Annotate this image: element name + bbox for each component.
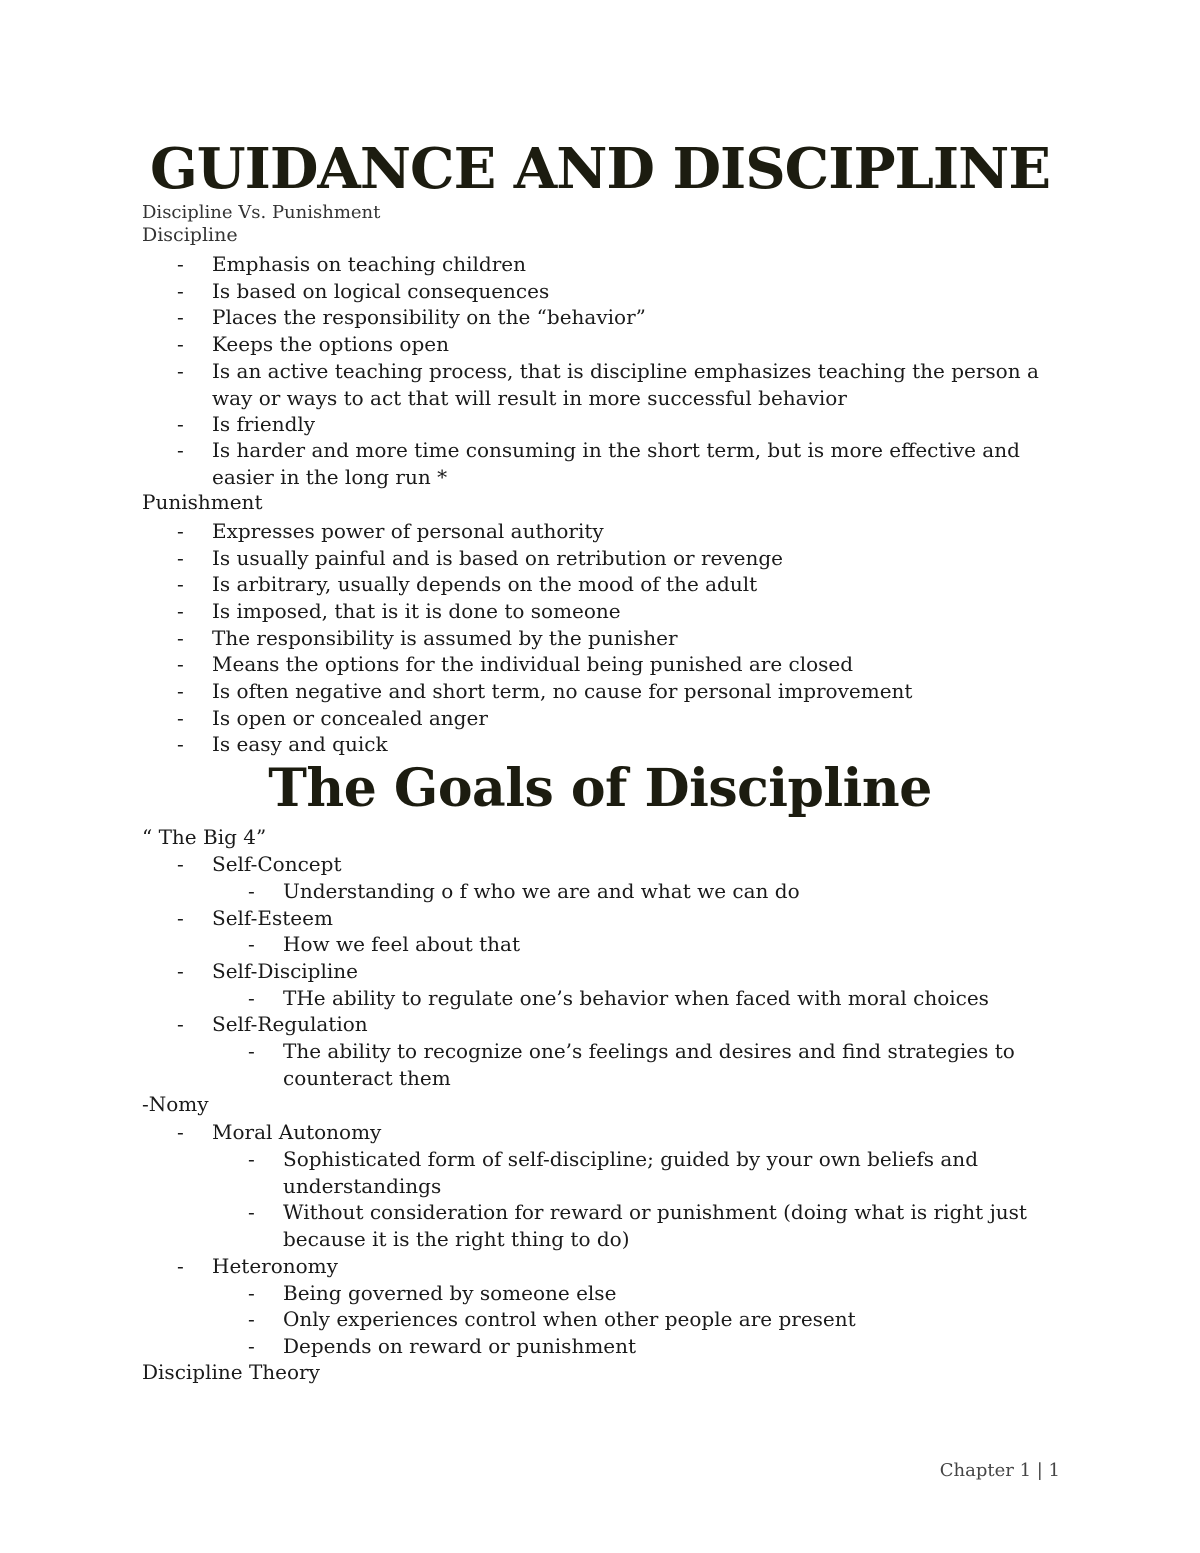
discipline-item: - Is an active teaching process, that is discipline emphasizes teaching the person a way or ways to act that will result in more successful behavior [177, 359, 1039, 410]
page-footer: Chapter 1 | 1 [939, 1460, 1060, 1481]
bullet-dash: - [177, 852, 184, 876]
subheading: Discipline Vs. Punishment [142, 202, 381, 223]
nomy-heading: -Nomy [142, 1092, 209, 1116]
bullet-dash: - [177, 1012, 184, 1036]
punishment-item: - Is often negative and short term, no cause for personal improvement [177, 679, 913, 703]
nomy-subitem: - Depends on reward or punishment [248, 1334, 637, 1358]
punishment-item: - Expresses power of personal authority [177, 519, 604, 543]
bullet-dash: - [177, 438, 184, 462]
bullet-dash: - [177, 305, 184, 329]
nomy-subitem: - Only experiences control when other people are present [248, 1307, 856, 1331]
punishment-item: - Is arbitrary, usually depends on the mood of the adult [177, 572, 758, 596]
punishment-item: - The responsibility is assumed by the punisher [177, 626, 678, 650]
goals-title: The Goals of Discipline [268, 758, 932, 819]
bullet-dash: - [177, 279, 184, 303]
big4-item: - Self-Esteem [177, 906, 333, 930]
bullet-dash: - [177, 519, 184, 543]
nomy-subitem: - Without consideration for reward or punishment (doing what is right just because it is the right thing to do) [248, 1200, 1027, 1251]
big4-item: - Self-Regulation [177, 1012, 368, 1036]
punishment-heading: Punishment [142, 490, 263, 514]
bullet-dash: - [177, 252, 184, 276]
punishment-item: - Is usually painful and is based on retribution or revenge [177, 546, 784, 570]
bullet-dash: - [248, 1334, 255, 1358]
discipline-theory-heading: Discipline Theory [142, 1360, 320, 1384]
bullet-dash: - [248, 1281, 255, 1305]
bullet-dash: - [248, 986, 255, 1010]
big4-heading: “ The Big 4” [142, 825, 267, 849]
bullet-dash: - [177, 412, 184, 436]
discipline-item: - Places the responsibility on the “behavior” [177, 305, 646, 329]
bullet-dash: - [248, 1307, 255, 1331]
nomy-subitem: - Being governed by someone else [248, 1281, 617, 1305]
bullet-dash: - [248, 1039, 255, 1063]
big4-item: - Self-Discipline [177, 959, 358, 983]
bullet-dash: - [248, 932, 255, 956]
bullet-dash: - [177, 652, 184, 676]
discipline-item: - Is harder and more time consuming in the short term, but is more effective and easier in the long run * [177, 438, 1020, 489]
bullet-dash: - [177, 706, 184, 730]
bullet-dash: - [177, 732, 184, 756]
nomy-item: - Moral Autonomy [177, 1120, 382, 1144]
discipline-heading: Discipline [142, 224, 238, 246]
bullet-dash: - [177, 599, 184, 623]
bullet-dash: - [177, 359, 184, 383]
discipline-item: - Emphasis on teaching children [177, 252, 527, 276]
bullet-dash: - [177, 572, 184, 596]
bullet-dash: - [248, 879, 255, 903]
big4-subitem: - THe ability to regulate one’s behavior when faced with moral choices [248, 986, 989, 1010]
bullet-dash: - [177, 1120, 184, 1144]
punishment-item: - Is easy and quick [177, 732, 388, 756]
punishment-item: - Means the options for the individual being punished are closed [177, 652, 854, 676]
bullet-dash: - [248, 1200, 255, 1224]
discipline-item: - Is based on logical consequences [177, 279, 550, 303]
bullet-dash: - [177, 626, 184, 650]
bullet-dash: - [177, 679, 184, 703]
bullet-dash: - [177, 959, 184, 983]
nomy-item: - Heteronomy [177, 1254, 338, 1278]
big4-subitem: - How we feel about that [248, 932, 521, 956]
bullet-dash: - [177, 332, 184, 356]
document-title: GUIDANCE AND DISCIPLINE [149, 136, 1050, 202]
big4-subitem: - Understanding o f who we are and what we can do [248, 879, 800, 903]
big4-subitem: - The ability to recognize one’s feelings and desires and find strategies to counteract them [248, 1039, 1015, 1090]
punishment-item: - Is open or concealed anger [177, 706, 488, 730]
big4-item: - Self-Concept [177, 852, 342, 876]
punishment-item: - Is imposed, that is it is done to someone [177, 599, 621, 623]
discipline-item: - Keeps the options open [177, 332, 449, 356]
bullet-dash: - [177, 1254, 184, 1278]
bullet-dash: - [248, 1147, 255, 1171]
nomy-subitem: - Sophisticated form of self-discipline; guided by your own beliefs and understandings [248, 1147, 978, 1198]
bullet-dash: - [177, 906, 184, 930]
discipline-item: - Is friendly [177, 412, 316, 436]
bullet-dash: - [177, 546, 184, 570]
